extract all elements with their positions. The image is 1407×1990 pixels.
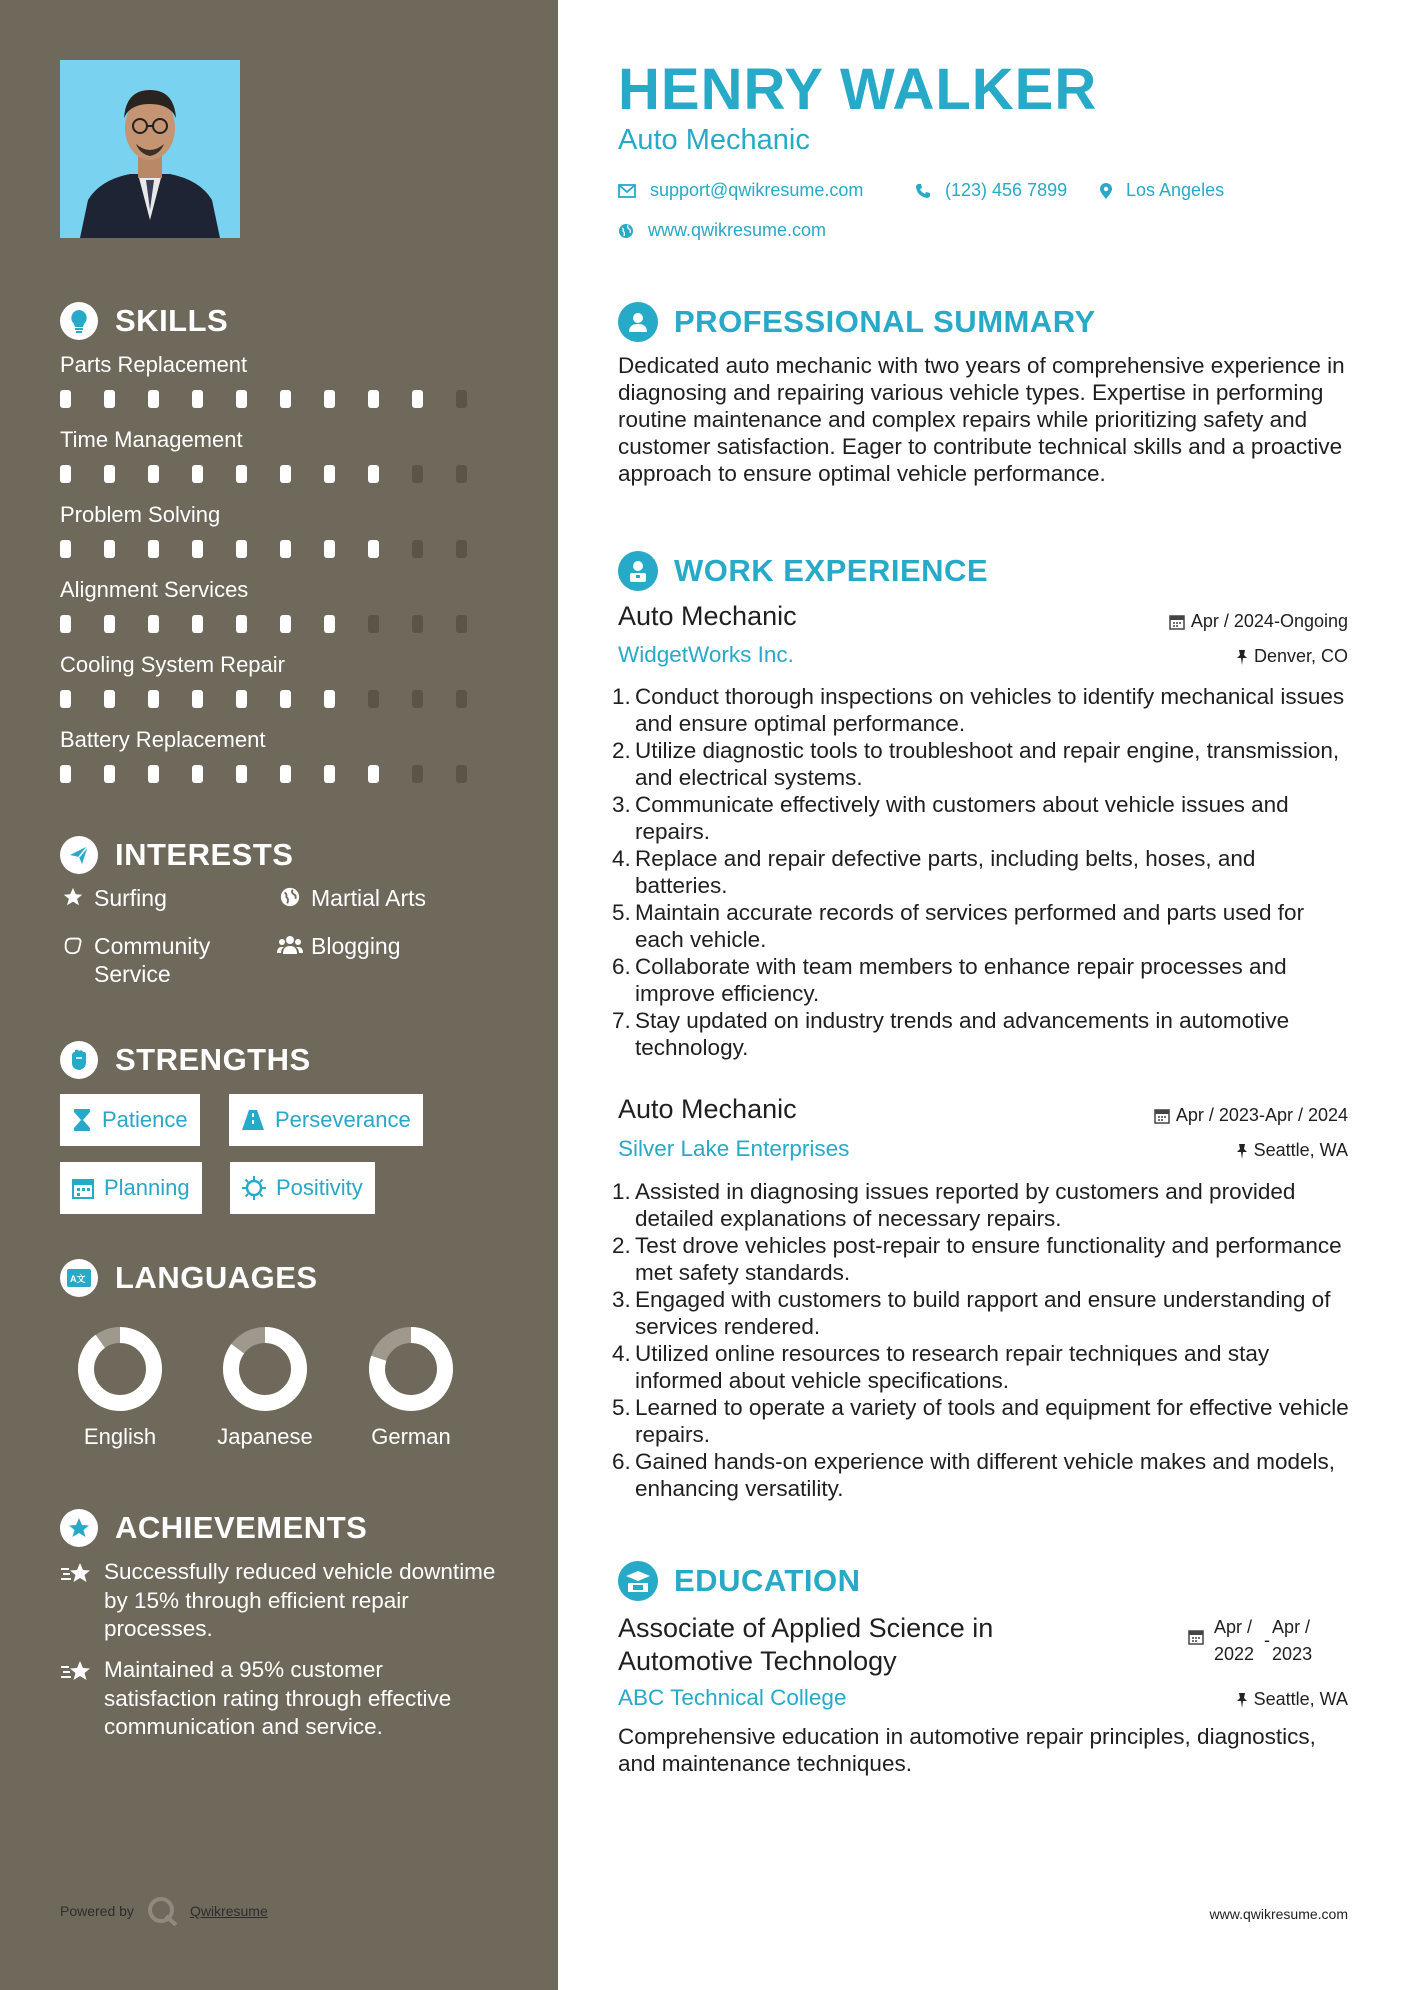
interest-item: Surfing	[60, 884, 167, 912]
phone-contact[interactable]: (123) 456 7899	[915, 180, 1067, 201]
rating-dot-empty	[456, 540, 467, 558]
rating-dot-filled	[148, 390, 159, 408]
pushpin-icon	[1236, 649, 1248, 665]
rating-dot-filled	[324, 540, 335, 558]
map-pin-icon	[1100, 183, 1112, 199]
list-item: 4. Utilized online resources to research repair techniques and stay informed about vehicle specifications.	[612, 1341, 1270, 1393]
fist-icon	[60, 1041, 98, 1079]
list-item: 4. Replace and repair defective parts, including belts, hoses, and batteries.	[612, 846, 1256, 898]
trophy-star-icon	[60, 1509, 98, 1547]
strength-chip: Patience	[60, 1094, 200, 1146]
interests-title: INTERESTS	[115, 837, 294, 872]
skill-item	[60, 652, 500, 708]
list-item: 6. Collaborate with team members to enhance repair processes and improve efficiency.	[612, 954, 1287, 1006]
company-name: Silver Lake Enterprises	[618, 1136, 850, 1161]
rating-dot-filled	[368, 465, 379, 483]
skill-item	[60, 427, 500, 483]
rating-dot-filled	[412, 390, 423, 408]
rating-dot-filled	[148, 540, 159, 558]
list-number: 2.	[612, 738, 631, 763]
job-dates: Apr / 2023-Apr / 2024	[1154, 1105, 1348, 1126]
skill-item	[60, 502, 500, 558]
interest-item: Martial Arts	[277, 884, 426, 912]
rating-dot-filled	[60, 390, 71, 408]
skill-rating	[60, 540, 500, 558]
rating-dot-empty	[412, 465, 423, 483]
shooting-star-icon	[60, 1558, 92, 1644]
rating-dot-filled	[60, 465, 71, 483]
skill-label: Time Management	[60, 427, 243, 452]
rating-dot-empty	[412, 615, 423, 633]
strength-chip: Planning	[60, 1162, 202, 1214]
interest-item: Blogging	[277, 932, 401, 960]
list-item: 3. Communicate effectively with customers about vehicle issues and repairs.	[612, 792, 1289, 844]
language-label: English	[83, 1424, 157, 1449]
list-number: 3.	[612, 792, 631, 817]
skill-item	[60, 577, 500, 633]
rating-dot-filled	[324, 390, 335, 408]
rating-dot-empty	[456, 765, 467, 783]
rating-dot-filled	[104, 690, 115, 708]
rating-dot-filled	[236, 690, 247, 708]
list-item: 7. Stay updated on industry trends and advancements in automotive technology.	[612, 1008, 1290, 1060]
rating-dot-filled	[192, 690, 203, 708]
rating-dot-filled	[192, 540, 203, 558]
rating-dot-filled	[192, 390, 203, 408]
calendar-icon	[1154, 1108, 1170, 1124]
achievement-item: Successfully reduced vehicle downtime by 15% through efficient repair processes.	[60, 1558, 500, 1644]
phone-icon	[915, 183, 931, 199]
job-location: Denver, CO	[1236, 646, 1348, 667]
rating-dot-filled	[280, 540, 291, 558]
globe-icon	[618, 223, 634, 239]
rating-dot-empty	[368, 690, 379, 708]
education-heading	[618, 1561, 860, 1601]
rating-dot-filled	[324, 765, 335, 783]
rating-dot-filled	[324, 615, 335, 633]
rating-dot-filled	[148, 615, 159, 633]
company-name: WidgetWorks Inc.	[618, 642, 794, 667]
qwikresume-link[interactable]: Qwikresume	[189, 1903, 268, 1919]
shooting-star-icon	[60, 1656, 92, 1742]
interests-heading	[60, 836, 293, 874]
rating-dot-filled	[60, 615, 71, 633]
rating-dot-filled	[280, 465, 291, 483]
rating-dot-filled	[368, 390, 379, 408]
list-number: 5.	[612, 1395, 631, 1420]
rating-dot-filled	[280, 615, 291, 633]
calendar-icon	[1169, 614, 1185, 630]
education-dates: Apr / 2022 - Apr / 2023	[1188, 1614, 1312, 1668]
interest-item: Community Service	[60, 932, 260, 988]
list-number: 6.	[612, 954, 631, 979]
rating-dot-filled	[104, 615, 115, 633]
language-item	[346, 1326, 476, 1450]
language-proficiency-ring	[368, 1326, 454, 1412]
candidate-role: Auto Mechanic	[618, 124, 810, 156]
language-item	[200, 1326, 330, 1450]
rating-dot-filled	[236, 390, 247, 408]
rating-dot-empty	[456, 390, 467, 408]
job-dates: Apr / 2024-Ongoing	[1169, 611, 1348, 632]
list-item: 1. Assisted in diagnosing issues reported by customers and provided detailed explanations of necessary repairs.	[612, 1179, 1296, 1231]
graduate-icon	[618, 1561, 658, 1601]
summary-text: Dedicated auto mechanic with two years of comprehensive experience in diagnosing and repairing various vehicle types. Expertise in performing routine maintenance and complex repairs while prioritizing safety and customer satisfaction. Eager to contribute technical skills and a proactive approach to ensure optimal vehicle performance.	[618, 353, 1345, 486]
rating-dot-empty	[412, 540, 423, 558]
list-number: 4.	[612, 1341, 631, 1366]
job-title: Auto Mechanic	[618, 601, 797, 631]
rating-dot-filled	[148, 465, 159, 483]
list-number: 6.	[612, 1449, 631, 1474]
rating-dot-filled	[192, 465, 203, 483]
rating-dot-filled	[324, 690, 335, 708]
list-item: 3. Engaged with customers to build rapport and ensure understanding of services rendered.	[612, 1287, 1331, 1339]
qwikresume-logo-icon	[146, 1896, 180, 1926]
job-location: Seattle, WA	[1236, 1140, 1348, 1161]
rating-dot-empty	[456, 615, 467, 633]
rating-dot-filled	[60, 540, 71, 558]
skill-rating	[60, 690, 500, 708]
rating-dot-filled	[104, 765, 115, 783]
skill-item	[60, 727, 500, 783]
road-icon	[241, 1109, 265, 1131]
language-icon	[60, 1259, 98, 1297]
rating-dot-empty	[412, 765, 423, 783]
languages-title: LANGUAGES	[115, 1260, 318, 1295]
language-proficiency-ring	[77, 1326, 163, 1412]
rating-dot-filled	[60, 690, 71, 708]
rating-dot-filled	[280, 690, 291, 708]
calendar-icon	[72, 1177, 94, 1199]
rating-dot-filled	[280, 765, 291, 783]
language-proficiency-ring	[222, 1326, 308, 1412]
sun-icon	[242, 1176, 266, 1200]
rating-dot-empty	[368, 615, 379, 633]
languages-heading	[60, 1259, 318, 1297]
skill-label: Problem Solving	[60, 502, 221, 527]
rating-dot-filled	[192, 615, 203, 633]
rating-dot-filled	[148, 690, 159, 708]
rating-dot-filled	[368, 540, 379, 558]
strength-chip: Positivity	[230, 1162, 375, 1214]
list-number: 1.	[612, 1179, 631, 1204]
hand-icon	[60, 932, 86, 956]
education-text: Comprehensive education in automotive repair principles, diagnostics, and maintenance techniques.	[618, 1724, 1316, 1776]
lightbulb-icon	[60, 302, 98, 340]
degree-title: Associate of Applied Science in Automotive Technology	[618, 1613, 994, 1676]
list-item: 6. Gained hands-on experience with different vehicle makes and models, enhancing versatility.	[612, 1449, 1335, 1501]
language-item	[55, 1326, 185, 1450]
pushpin-icon	[1236, 1692, 1248, 1708]
footer-website[interactable]: www.qwikresume.com	[1209, 1906, 1348, 1922]
person-portrait-icon	[60, 60, 240, 238]
rating-dot-filled	[236, 765, 247, 783]
education-title: EDUCATION	[674, 1563, 861, 1598]
list-item: 1. Conduct thorough inspections on vehicles to identify mechanical issues and ensure optimal performance.	[612, 684, 1345, 736]
rating-dot-filled	[104, 465, 115, 483]
sidebar	[0, 0, 558, 1990]
school-name: ABC Technical College	[618, 1685, 847, 1710]
skills-heading	[60, 302, 228, 340]
rating-dot-filled	[60, 765, 71, 783]
users-icon	[277, 932, 303, 956]
candidate-name: HENRY WALKER	[618, 57, 1098, 122]
rating-dot-filled	[236, 465, 247, 483]
paper-plane-icon	[60, 836, 98, 874]
summary-title: PROFESSIONAL SUMMARY	[674, 304, 1096, 339]
rating-dot-filled	[236, 615, 247, 633]
envelope-icon	[618, 184, 636, 198]
skill-rating	[60, 765, 500, 783]
strengths-title: STRENGTHS	[115, 1042, 311, 1077]
summary-heading	[618, 302, 1096, 342]
calendar-icon	[1188, 1629, 1204, 1645]
rating-dot-filled	[104, 540, 115, 558]
profile-photo	[60, 60, 240, 238]
education-location: Seattle, WA	[1236, 1689, 1348, 1710]
skill-rating	[60, 615, 500, 633]
footer-powered-by: Powered by Qwikresume	[60, 1896, 268, 1926]
rating-dot-filled	[148, 765, 159, 783]
achievements-title: ACHIEVEMENTS	[115, 1510, 368, 1545]
briefcase-person-icon	[618, 551, 658, 591]
skills-title: SKILLS	[115, 303, 229, 338]
hourglass-icon	[72, 1108, 92, 1132]
rating-dot-filled	[236, 540, 247, 558]
location-contact: Los Angeles	[1100, 180, 1224, 201]
achievement-item: Maintained a 95% customer satisfaction rating through effective communication and service.	[60, 1656, 500, 1742]
svg-text:A文: A文	[70, 1274, 86, 1284]
skill-label: Alignment Services	[60, 577, 249, 602]
skill-item	[60, 352, 500, 408]
pushpin-icon	[1236, 1143, 1248, 1159]
list-item: 2. Utilize diagnostic tools to troubleshoot and repair engine, transmission, and electrical systems.	[612, 738, 1340, 790]
list-number: 7.	[612, 1008, 631, 1033]
star-icon	[60, 884, 86, 908]
strength-chip: Perseverance	[229, 1094, 423, 1146]
list-number: 2.	[612, 1233, 631, 1258]
list-number: 4.	[612, 846, 631, 871]
skill-label: Battery Replacement	[60, 727, 266, 752]
rating-dot-filled	[280, 390, 291, 408]
achievements-heading	[60, 1509, 367, 1547]
skill-rating	[60, 465, 500, 483]
skill-label: Cooling System Repair	[60, 652, 285, 677]
strengths-heading	[60, 1041, 311, 1079]
rating-dot-filled	[192, 765, 203, 783]
user-icon	[618, 302, 658, 342]
experience-heading	[618, 551, 988, 591]
skill-label: Parts Replacement	[60, 352, 248, 377]
list-item: 5. Learned to operate a variety of tools and equipment for effective vehicle repairs.	[612, 1395, 1349, 1447]
ring-fill	[86, 1335, 154, 1403]
list-item: 2. Test drove vehicles post-repair to ensure functionality and performance met safety standards.	[612, 1233, 1342, 1285]
globe-icon	[277, 884, 303, 908]
rating-dot-filled	[368, 765, 379, 783]
job-responsibilities	[612, 683, 1352, 1061]
language-label: Japanese	[217, 1424, 313, 1449]
list-number: 3.	[612, 1287, 631, 1312]
experience-title: WORK EXPERIENCE	[674, 553, 989, 588]
rating-dot-empty	[412, 690, 423, 708]
list-number: 1.	[612, 684, 631, 709]
website-contact[interactable]: www.qwikresume.com	[618, 220, 826, 241]
job-title: Auto Mechanic	[618, 1094, 797, 1124]
email-contact[interactable]: support@qwikresume.com	[618, 180, 863, 201]
rating-dot-empty	[456, 465, 467, 483]
rating-dot-filled	[324, 465, 335, 483]
rating-dot-empty	[456, 690, 467, 708]
skill-rating	[60, 390, 500, 408]
language-label: German	[371, 1424, 451, 1449]
job-responsibilities	[612, 1178, 1352, 1502]
list-number: 5.	[612, 900, 631, 925]
rating-dot-filled	[104, 390, 115, 408]
list-item: 5. Maintain accurate records of services performed and parts used for each vehicle.	[612, 900, 1305, 952]
